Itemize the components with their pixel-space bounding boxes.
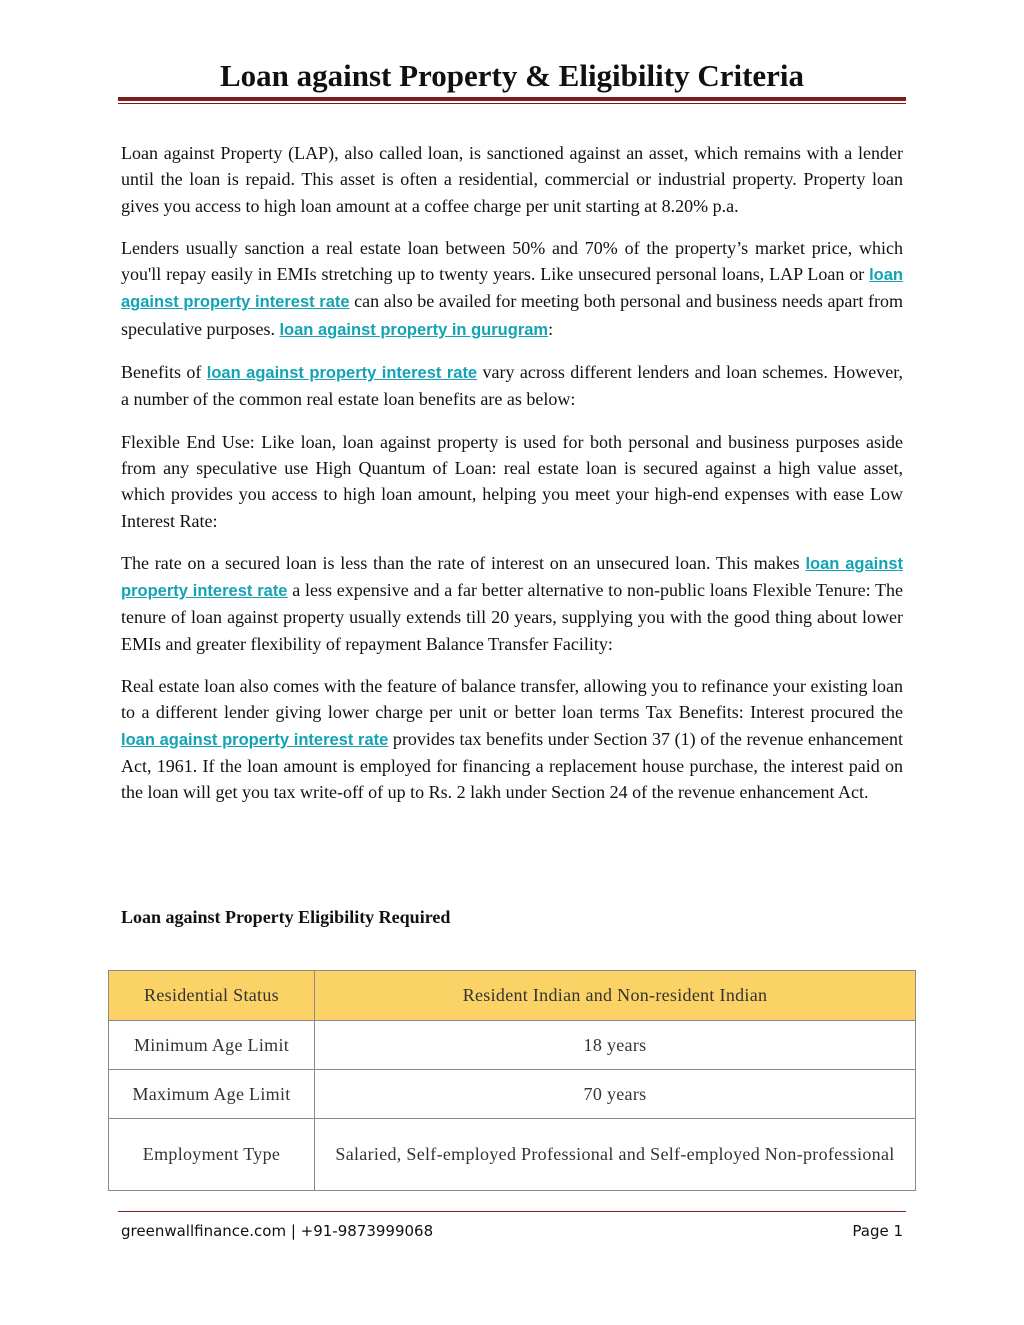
table-cell-value: 18 years — [315, 1021, 916, 1070]
paragraph-benefits — [121, 359, 903, 413]
paragraph-flexible-end-use: Flexible End Use: Like loan, loan against property is used for both personal and business purposes aside from any speculative use High Quantum of Loan: real estate loan is secured against a high value asset, which provides you access to high loan amount, helping you meet your high-end expenses with ease Low Interest Rate: — [121, 431, 903, 531]
table-cell-value: Salaried, Self-employed Professional and Self-employed Non-professional — [315, 1119, 916, 1191]
title-underline-thin — [118, 103, 906, 104]
table-row — [109, 1119, 916, 1191]
paragraph-text: a less expensive and a far better alternative to non-public loans Flexible Tenure: The tenure of loan against property usually extends till 20 years, supplying you with the good thing about lower EMIs and greater flexibility of repayment Balance Transfer Facility: — [121, 580, 904, 654]
table-row — [109, 1021, 916, 1070]
table-cell-label: Employment Type — [109, 1119, 315, 1191]
link-lap-interest-rate[interactable]: loan against property interest rate — [206, 364, 478, 383]
table-cell-label: Residential Status — [109, 971, 315, 1021]
link-lap-interest-rate[interactable]: loan against property interest rate — [121, 266, 903, 312]
paragraph-text: provides tax benefits under Section 37 (1) of the revenue enhancement Act, 1961. If the loan amount is employed for financing a replacement house purchase, the interest paid on the loan will get you tax write-off of up to Rs. 2 lakh under Section 24 of the revenue enhancement Act. — [121, 728, 903, 803]
link-lap-interest-rate[interactable]: loan against property interest rate — [121, 554, 903, 601]
table-row — [109, 1070, 916, 1119]
page-title: Loan against Property & Eligibility Criteria — [219, 58, 805, 93]
table-cell-label: Minimum Age Limit — [109, 1021, 315, 1070]
footer-contact: greenwallfinance.com | +91-9873999068 — [121, 1222, 434, 1240]
footer-divider — [118, 1211, 906, 1212]
paragraph-rate — [121, 550, 903, 657]
paragraph-text: Lenders usually sanction a real estate loan between 50% and 70% of the property’s market price, which you'll repay easily in EMIs stretching up to twenty years. Like unsecured personal loans, LAP Loan or — [121, 237, 903, 285]
table-cell-value: Resident Indian and Non-resident Indian — [315, 971, 916, 1021]
link-lap-interest-rate[interactable]: loan against property interest rate — [121, 730, 389, 749]
paragraph-text: vary across different lenders and loan schemes. However, a number of the common real estate loan benefits are as below: — [121, 362, 903, 410]
article-body — [121, 140, 903, 822]
paragraph-text: Benefits of — [121, 362, 207, 383]
paragraph-text: : — [548, 318, 554, 339]
paragraph-balance-transfer — [121, 673, 903, 805]
table-cell-value: 70 years — [315, 1070, 916, 1119]
paragraph-sanction — [121, 235, 903, 343]
table-header-row — [109, 971, 916, 1021]
section-heading: Loan against Property Eligibility Required — [121, 907, 451, 927]
eligibility-table — [108, 970, 916, 1191]
table-cell-label: Maximum Age Limit — [109, 1070, 315, 1119]
page-number: Page 1 — [852, 1222, 903, 1240]
paragraph-text: The rate on a secured loan is less than the rate of interest on an unsecured loan. This makes — [121, 552, 806, 573]
paragraph-intro: Loan against Property (LAP), also called loan, is sanctioned against an asset, which remains with a lender until the loan is repaid. This asset is often a residential, commercial or industrial property. Property loan gives you access to high loan amount at a coffee charge per unit starting at 8.20% p.a. — [121, 143, 903, 216]
title-underline-thick — [118, 97, 906, 101]
paragraph-text: can also be availed for meeting both personal and business needs apart from speculative purposes. — [121, 291, 903, 339]
paragraph-text: Real estate loan also comes with the feature of balance transfer, allowing you to refinance your existing loan to a different lender giving lower charge per unit or better loan terms Tax Benefits: Interest procured the — [121, 676, 903, 723]
link-lap-gurugram[interactable]: loan against property in gurugram — [279, 320, 549, 339]
